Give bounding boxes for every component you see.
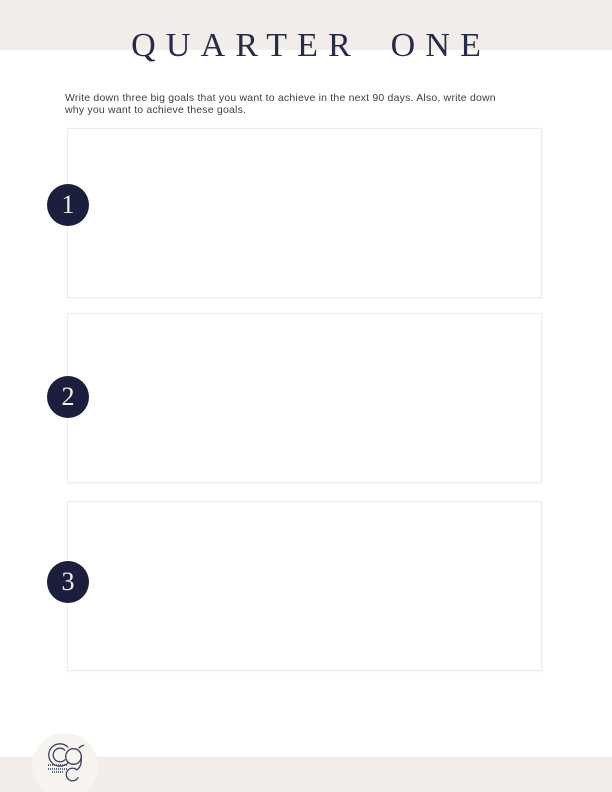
goal-number-badge-3 <box>47 561 89 603</box>
goal-number-2: 2 <box>61 382 75 411</box>
goal-number-badge-1 <box>47 184 89 226</box>
goal-number-3: 3 <box>61 567 75 596</box>
logo-tagline-line-1 <box>48 764 68 766</box>
goal-number-badge-2 <box>47 376 89 418</box>
goal-number-1: 1 <box>61 190 75 219</box>
instructions-line-2: why you want to achieve these goals. <box>65 103 247 116</box>
instructions-line-1: Write down three big goals that you want to achieve in the next 90 days. Also, write down <box>65 92 496 104</box>
logo-tagline-line-3 <box>52 771 63 773</box>
logo-tagline-lines <box>48 764 68 775</box>
logo-tagline-line-2 <box>48 768 68 770</box>
brand-monogram-logo-icon <box>45 740 89 786</box>
goal-box-1[interactable] <box>67 128 542 298</box>
goal-box-2[interactable] <box>67 313 542 483</box>
page-title: QUARTER ONE <box>131 27 492 64</box>
goal-box-3[interactable] <box>67 501 542 671</box>
instructions-text <box>65 93 545 116</box>
